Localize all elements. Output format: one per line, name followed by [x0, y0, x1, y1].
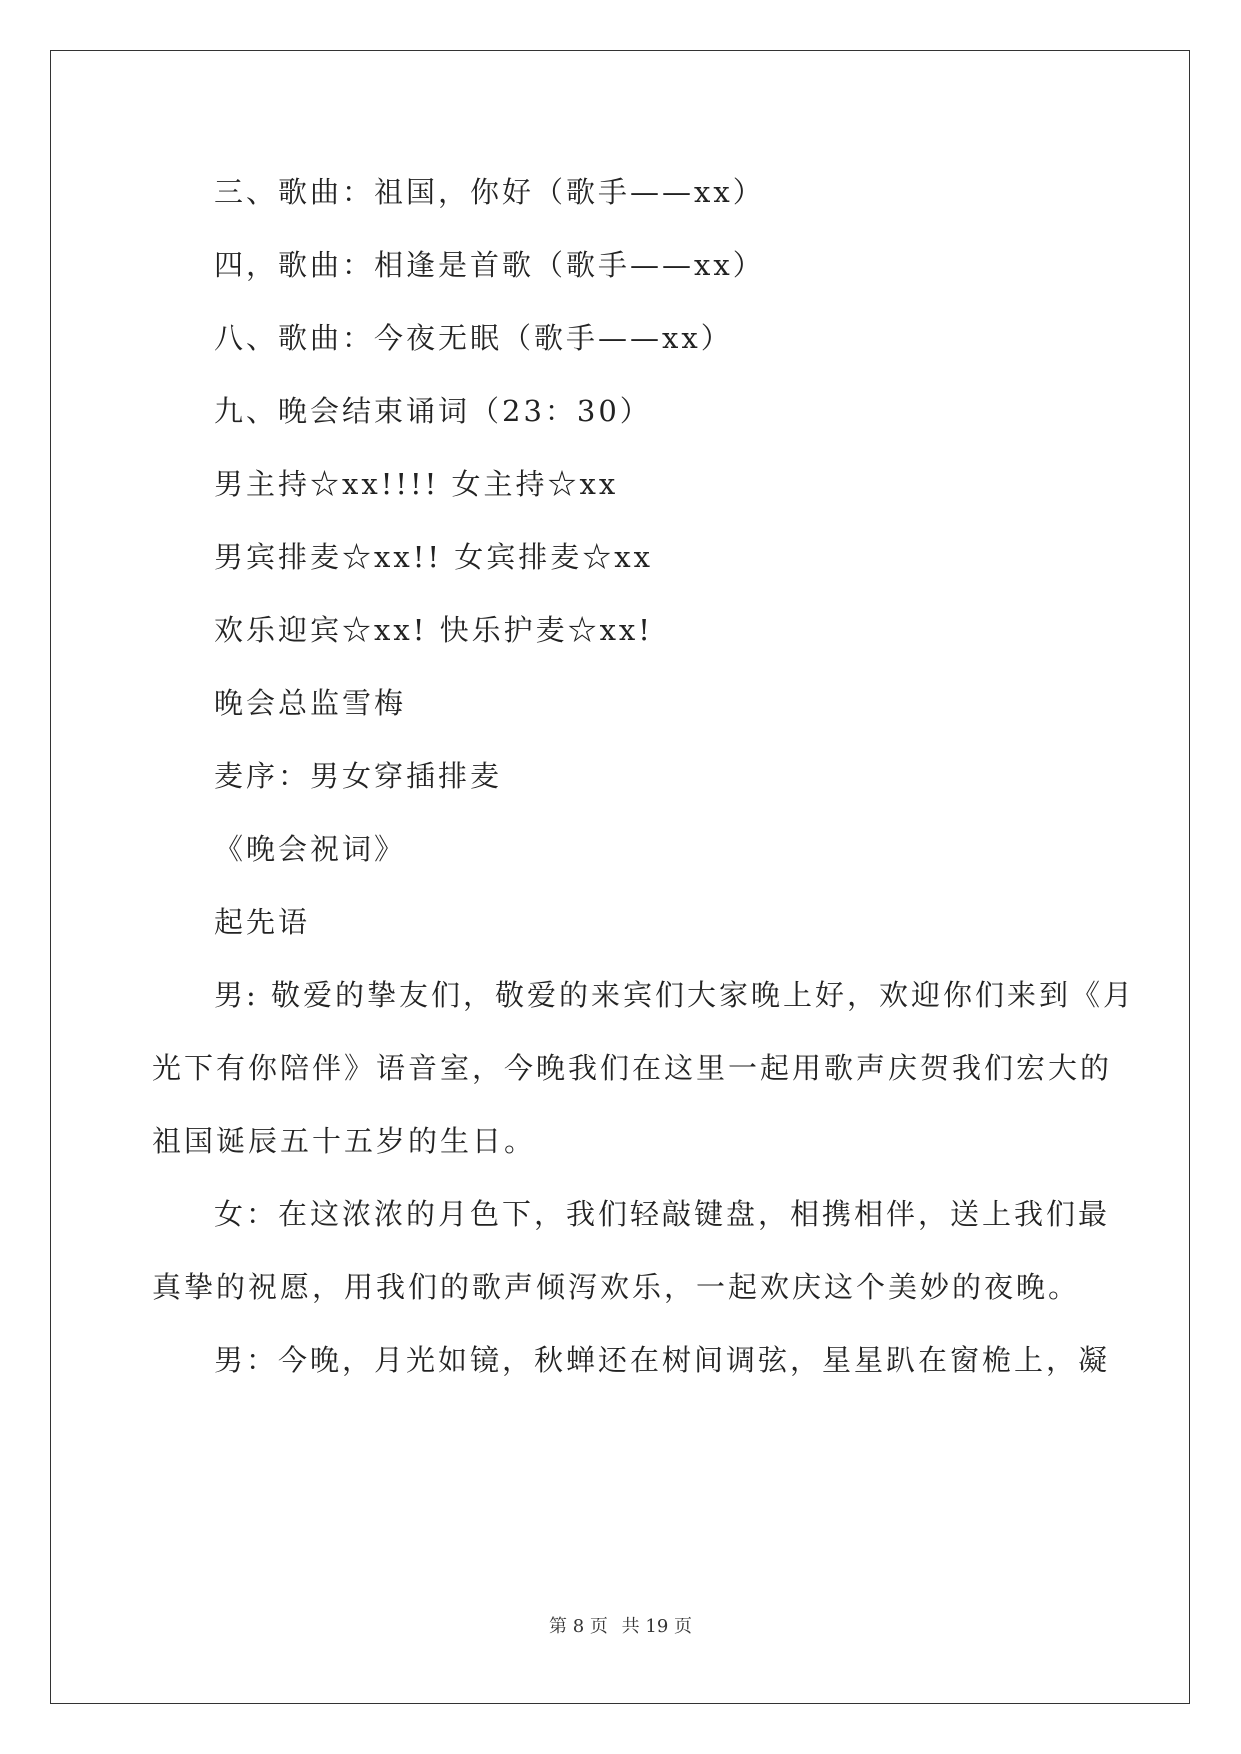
paragraph-1-line-3: 祖国诞辰五十五岁的生日。 [152, 1124, 537, 1158]
page-total: 共 19 页 [621, 1616, 692, 1637]
paragraph-2-line-1: 女：在这浓浓的月色下，我们轻敲键盘，相携相伴，送上我们最 [214, 1197, 1111, 1231]
paragraph-1-line-1: 男: 敬爱的挚友们，敬爱的来宾们大家晚上好，欢迎你们来到《月 [214, 978, 1135, 1012]
mic-arrange-line: 男宾排麦☆xx!! 女宾排麦☆xx [214, 540, 653, 574]
program-item-4: 四，歌曲：相逢是首歌（歌手——xx） [214, 248, 765, 282]
opening-heading: 起先语 [214, 905, 311, 939]
page-number: 第 8 页 [549, 1616, 608, 1637]
mic-order-line: 麦序：男女穿插排麦 [214, 759, 503, 793]
welcome-line: 欢乐迎宾☆xx! 快乐护麦☆xx! [214, 613, 653, 647]
program-item-9: 九、晚会结束诵词（23：30） [214, 394, 652, 428]
program-item-8: 八、歌曲：今夜无眠（歌手——xx） [214, 321, 733, 355]
section-title: 《晚会祝词》 [214, 832, 407, 866]
page-footer [0, 1612, 1241, 1638]
paragraph-1-line-2: 光下有你陪伴》语音室，今晚我们在这里一起用歌声庆贺我们宏大的 [152, 1051, 1113, 1085]
host-line: 男主持☆xx!!!! 女主持☆xx [214, 467, 619, 501]
director-line: 晚会总监雪梅 [214, 686, 407, 720]
program-item-3: 三、歌曲：祖国，你好（歌手——xx） [214, 175, 765, 209]
page-border [50, 50, 1190, 1704]
paragraph-3-line-1: 男：今晚，月光如镜，秋蝉还在树间调弦，星星趴在窗桅上，凝 [214, 1343, 1111, 1377]
paragraph-2-line-2: 真挚的祝愿，用我们的歌声倾泻欢乐，一起欢庆这个美妙的夜晚。 [152, 1270, 1081, 1304]
